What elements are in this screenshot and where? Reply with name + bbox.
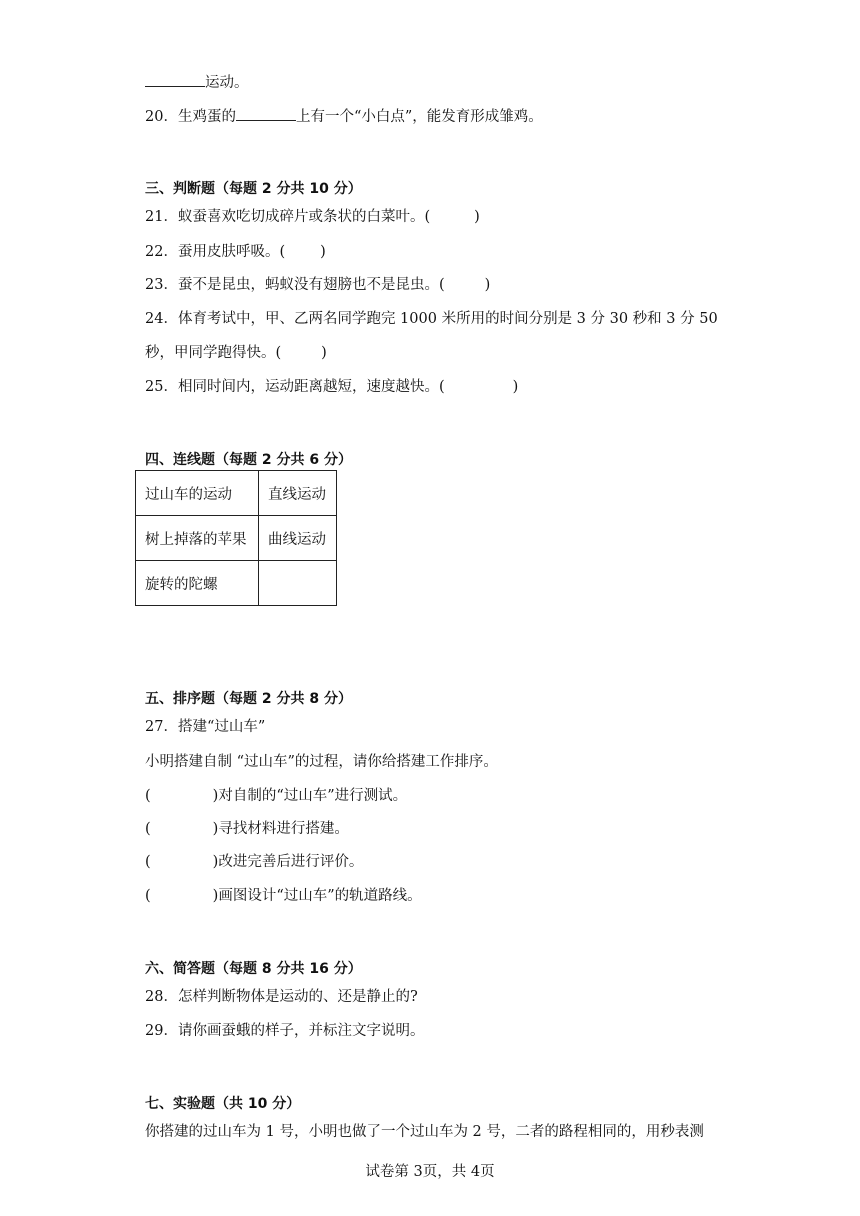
section-title-experiment: 七、实验题（共 10 分）	[145, 1096, 301, 1112]
question-text: 23．蚕不是昆虫，蚂蚁没有翅膀也不是昆虫。(	[145, 277, 445, 293]
question-29: 29．请你画蚕蛾的样子，并标注文字说明。	[145, 1023, 425, 1039]
table-cell-left: 过山车的运动	[136, 471, 259, 516]
answer-blank	[236, 106, 296, 121]
section-title-matching: 四、连线题（每题 2 分共 6 分）	[145, 452, 352, 468]
question-text: 21．蚁蚕喜欢吃切成碎片或条状的白菜叶。(	[145, 209, 431, 225]
table-cell-right	[259, 561, 337, 606]
matching-table	[135, 470, 337, 606]
table-cell-left: 树上掉落的苹果	[136, 516, 259, 561]
question-27-description: 小明搭建自制 “过山车”的过程，请你给搭建工作排序。	[145, 754, 498, 770]
table-cell-right: 直线运动	[259, 471, 337, 516]
close-paren: )	[512, 379, 519, 395]
table-cell-left: 旋转的陀螺	[136, 561, 259, 606]
ordering-item-text: )画图设计“过山车”的轨道路线。	[212, 888, 422, 904]
ordering-item	[145, 886, 422, 906]
table-row	[136, 516, 337, 561]
question-20	[145, 106, 543, 127]
section-title-judgement: 三、判断题（每题 2 分共 10 分）	[145, 181, 362, 197]
question-text: 生鸡蛋的	[177, 109, 236, 125]
ordering-item	[145, 786, 407, 806]
close-paren: )	[484, 277, 491, 293]
question-23	[145, 275, 490, 295]
ordering-item-text: )改进完善后进行评价。	[212, 854, 364, 870]
question-24-line1: 24．体育考试中，甲、乙两名同学跑完 1000 米所用的时间分别是 3 分 30 秒和 3 分 50	[145, 311, 718, 327]
ordering-item	[145, 852, 363, 872]
close-paren: )	[474, 209, 480, 225]
section-title-ordering: 五、排序题（每题 2 分共 8 分）	[145, 691, 352, 707]
answer-blank	[145, 72, 205, 87]
question-24-line2	[145, 343, 327, 363]
ordering-item	[145, 819, 349, 839]
question-text: 25．相同时间内，运动距离越短，速度越快。(	[145, 379, 445, 395]
ordering-item-text: )对自制的“过山车”进行测试。	[212, 788, 408, 804]
open-paren: (	[145, 854, 151, 870]
open-paren: (	[145, 888, 151, 904]
question-27-title: 27．搭建“过山车”	[145, 719, 266, 735]
question-19-continuation	[145, 72, 249, 93]
question-text: 上有一个“小白点”，能发育形成雏鸡。	[295, 109, 543, 125]
table-row	[136, 561, 337, 606]
question-text: 22．蚕用皮肤呼吸。(	[145, 244, 286, 260]
question-28: 28．怎样判断物体是运动的、还是静止的?	[145, 989, 418, 1005]
section-title-short-answer: 六、简答题（每题 8 分共 16 分）	[145, 961, 362, 977]
question-30-text: 你搭建的过山车为 1 号，小明也做了一个过山车为 2 号，二者的路程相同的，用秒表测	[145, 1124, 704, 1140]
question-text: 秒，甲同学跑得快。(	[145, 345, 282, 361]
page-footer: 试卷第 3页，共 4页	[365, 1164, 495, 1180]
open-paren: (	[145, 788, 151, 804]
open-paren: (	[145, 821, 151, 837]
close-paren: )	[320, 244, 326, 260]
question-25	[145, 377, 518, 397]
table-row	[136, 471, 337, 516]
table-cell-right: 曲线运动	[259, 516, 337, 561]
close-paren: )	[321, 345, 327, 361]
question-19-suffix: 运动。	[205, 75, 249, 91]
question-22	[145, 242, 326, 262]
ordering-item-text: )寻找材料进行搭建。	[212, 821, 349, 837]
question-number: 20．	[145, 109, 178, 125]
question-21	[145, 207, 480, 227]
